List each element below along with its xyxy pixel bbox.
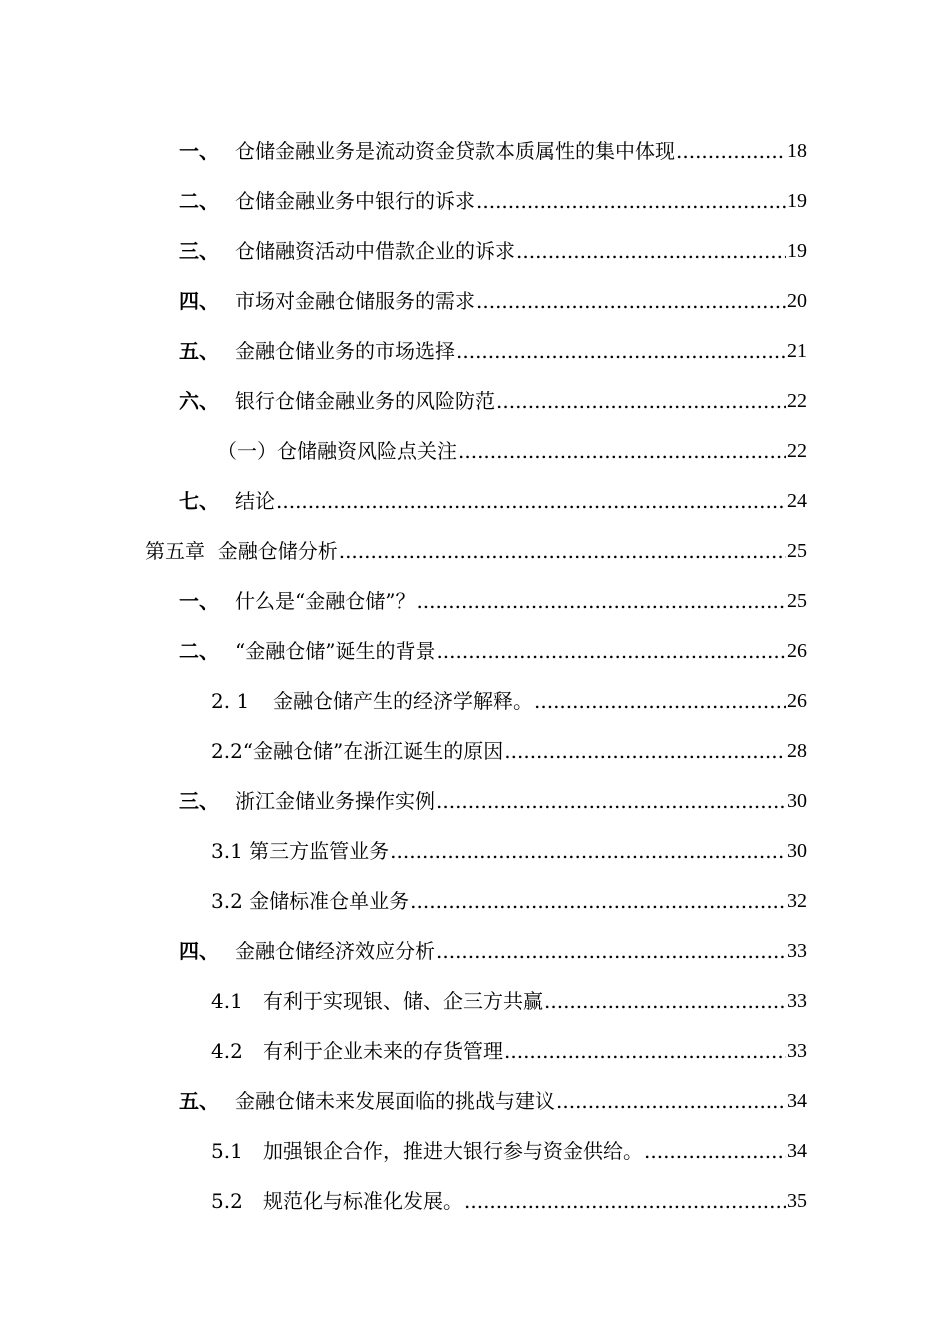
toc-subentry[interactable] [211, 876, 807, 926]
toc-entry-title: 金融仓储未来发展面临的挑战与建议 [235, 1089, 555, 1113]
toc-subentry[interactable] [211, 676, 807, 726]
toc-entry[interactable] [179, 926, 807, 976]
toc-entry[interactable] [179, 176, 807, 226]
toc-entry-number: 五、 [179, 1089, 219, 1113]
toc-entry-page: 21 [787, 340, 807, 362]
toc-leader-dots [516, 241, 786, 261]
toc-entry[interactable] [217, 426, 807, 476]
toc-leader-dots [436, 941, 786, 961]
toc-entry-page: 24 [787, 490, 807, 512]
toc-entry-page: 35 [787, 1190, 807, 1212]
toc-chapter-entry[interactable] [145, 526, 807, 576]
toc-entry-page: 28 [787, 740, 807, 762]
toc-entry-page: 19 [787, 240, 807, 262]
toc-entry-number: 五、 [179, 339, 219, 363]
toc-leader-dots [644, 1141, 786, 1161]
toc-entry-number: 三、 [179, 789, 219, 813]
toc-entry[interactable] [179, 226, 807, 276]
toc-entry[interactable] [179, 626, 807, 676]
toc-entry[interactable] [179, 326, 807, 376]
toc-leader-dots [556, 1091, 786, 1111]
toc-entry[interactable] [179, 776, 807, 826]
toc-entry-title: 市场对金融仓储服务的需求 [235, 289, 475, 313]
toc-entry-title: 3.1 第三方监管业务 [211, 839, 390, 863]
toc-leader-dots [416, 591, 786, 611]
toc-entry-page: 18 [787, 140, 807, 162]
toc-entry-number: 5.1 [211, 1139, 243, 1163]
toc-subentry[interactable] [211, 1026, 807, 1076]
toc-subentry[interactable] [211, 726, 807, 776]
toc-entry-page: 22 [787, 390, 807, 412]
toc-entry-title: 结论 [235, 489, 275, 513]
toc-leader-dots [676, 141, 786, 161]
toc-entry-page: 30 [787, 790, 807, 812]
toc-subentry[interactable] [211, 976, 807, 1026]
toc-entry-number: 4.1 [211, 989, 243, 1013]
toc-entry-title: 第五章 金融仓储分析 [145, 539, 338, 563]
toc-entry-number: 4.2 [211, 1039, 243, 1063]
toc-entry[interactable] [179, 276, 807, 326]
toc-entry-title: 金融仓储经济效应分析 [235, 939, 435, 963]
toc-entry-page: 34 [787, 1140, 807, 1162]
toc-entry-title: 仓储金融业务是流动资金贷款本质属性的集中体现 [235, 139, 675, 163]
toc-entry-number: 二、 [179, 639, 219, 663]
toc-entry-title: 加强银企合作，推进大银行参与资金供给。 [263, 1139, 643, 1163]
toc-leader-dots [496, 391, 786, 411]
toc-leader-dots [410, 891, 786, 911]
toc-entry-page: 25 [787, 540, 807, 562]
toc-entry-number: 二、 [179, 189, 219, 213]
toc-entry-title: 浙江金储业务操作实例 [235, 789, 435, 813]
toc-entry-page: 22 [787, 440, 807, 462]
toc-entry-page: 33 [787, 940, 807, 962]
toc-entry-number: 一、 [179, 589, 219, 613]
toc-entry[interactable] [179, 126, 807, 176]
toc-entry-page: 34 [787, 1090, 807, 1112]
toc-entry-title: 金融仓储业务的市场选择 [235, 339, 455, 363]
toc-entry[interactable] [179, 1076, 807, 1126]
toc-leader-dots [504, 741, 786, 761]
toc-entry-number: 四、 [179, 939, 219, 963]
toc-entry-number: 2. 1 [211, 689, 250, 713]
toc-entry-title: 什么是“金融仓储”？ [235, 589, 416, 613]
toc-leader-dots [276, 491, 786, 511]
toc-entry-title: 仓储融资活动中借款企业的诉求 [235, 239, 515, 263]
toc-entry-title: 有利于企业未来的存货管理 [263, 1039, 503, 1063]
toc-entry-page: 20 [787, 290, 807, 312]
toc-leader-dots [436, 641, 786, 661]
toc-leader-dots [436, 791, 786, 811]
toc-entry-title: 规范化与标准化发展。 [263, 1189, 463, 1213]
toc-entry-page: 33 [787, 990, 807, 1012]
toc-leader-dots [464, 1191, 786, 1211]
toc-entry-page: 26 [787, 640, 807, 662]
toc-leader-dots [476, 191, 786, 211]
toc-subentry[interactable] [211, 826, 807, 876]
toc-entry-page: 32 [787, 890, 807, 912]
toc-entry-number: 七、 [179, 489, 219, 513]
toc-entry-page: 33 [787, 1040, 807, 1062]
toc-entry-page: 19 [787, 190, 807, 212]
toc-entry-title: 有利于实现银、储、企三方共赢 [263, 989, 543, 1013]
toc-leader-dots [458, 441, 786, 461]
toc-leader-dots [504, 1041, 786, 1061]
toc-leader-dots [476, 291, 786, 311]
toc-entry-page: 25 [787, 590, 807, 612]
toc-entry[interactable] [179, 376, 807, 426]
toc-entry-number: 一、 [179, 139, 219, 163]
toc-leader-dots [456, 341, 786, 361]
toc-entry-title: 银行仓储金融业务的风险防范 [235, 389, 495, 413]
toc-entry-number: 5.2 [211, 1189, 243, 1213]
toc-leader-dots [544, 991, 786, 1011]
toc-entry[interactable] [179, 576, 807, 626]
toc-entry-title: 仓储金融业务中银行的诉求 [235, 189, 475, 213]
toc-leader-dots [339, 541, 786, 561]
toc-entry-title: （一）仓储融资风险点关注 [217, 439, 457, 463]
toc-leader-dots [390, 841, 786, 861]
toc-entry-title: 3.2 金储标准仓单业务 [211, 889, 410, 913]
toc-entry-number: 三、 [179, 239, 219, 263]
toc-entry-page: 30 [787, 840, 807, 862]
toc-leader-dots [534, 691, 786, 711]
toc-entry-page: 26 [787, 690, 807, 712]
toc-subentry[interactable] [211, 1176, 807, 1226]
toc-entry-number: 四、 [179, 289, 219, 313]
toc-entry[interactable] [179, 476, 807, 526]
toc-subentry[interactable] [211, 1126, 807, 1176]
toc-entry-title: 金融仓储产生的经济学解释。 [273, 689, 533, 713]
toc-entry-number: 六、 [179, 389, 219, 413]
toc-entry-title: “金融仓储”诞生的背景 [235, 639, 436, 663]
toc-entry-title: 2.2“金融仓储”在浙江诞生的原因 [211, 739, 504, 763]
